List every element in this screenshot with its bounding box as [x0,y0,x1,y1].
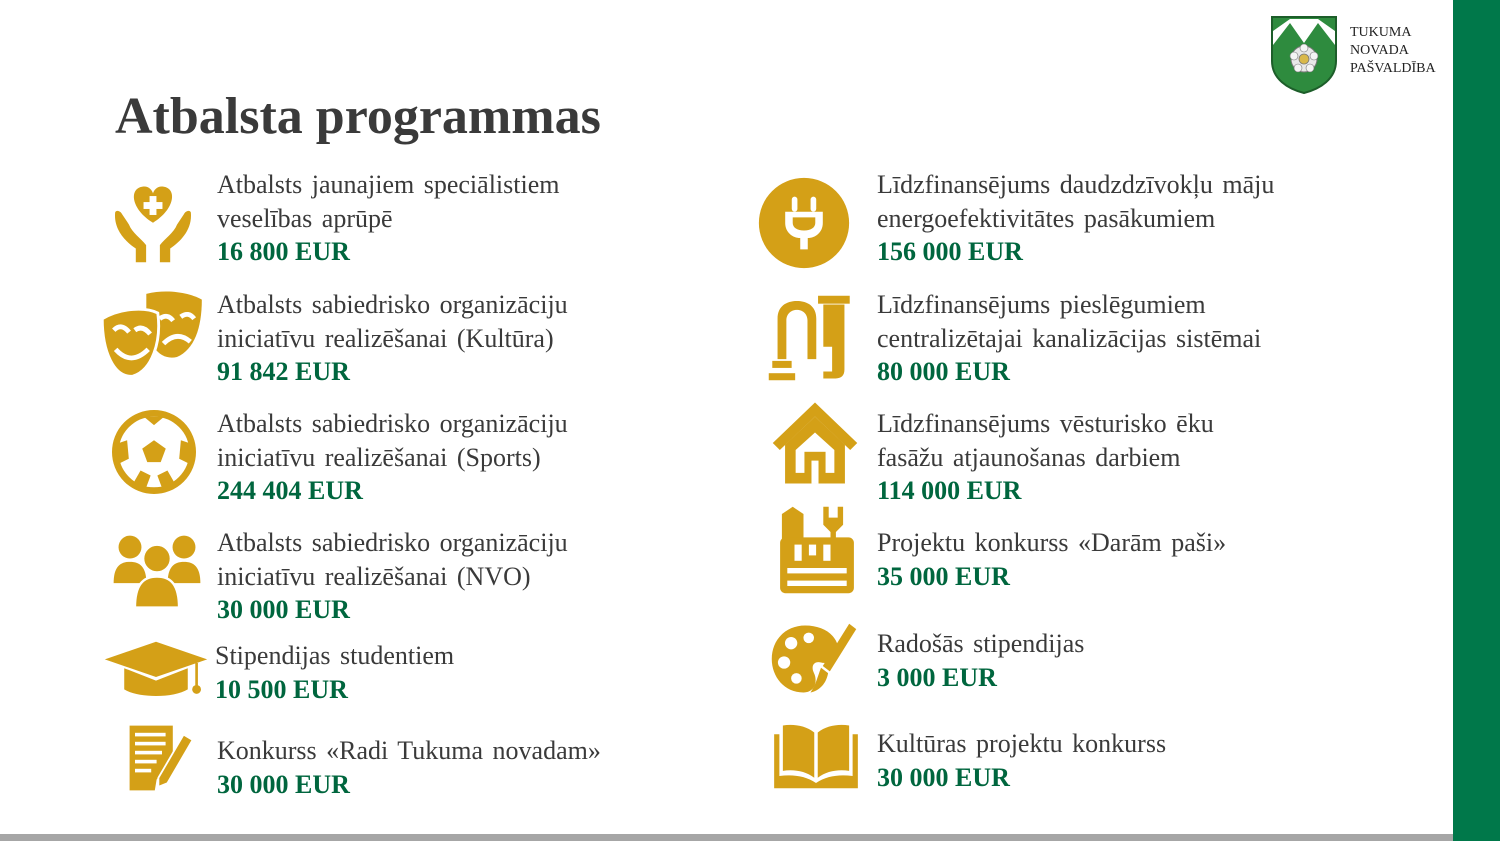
program-text [877,407,1214,508]
program-label: iniciatīvu realizēšanai (Sports) [217,442,541,472]
program-label: fasāžu atjaunošanas darbiem [877,442,1181,472]
program-label: Projektu konkurss «Darām paši» [877,528,1227,557]
palette-icon [770,622,858,696]
open-book-icon [772,722,860,790]
program-amount: 30 000 EUR [217,769,350,799]
bottom-divider [0,834,1453,841]
program-label: Atbalsts jaunajiem speciālistiem [217,170,560,199]
program-text [217,288,568,389]
program-label: Stipendijas studentiem [215,641,455,670]
side-accent-bar [1453,0,1500,841]
program-amount: 3 000 EUR [877,662,997,692]
program-label: Radošās stipendijas [877,629,1085,658]
power-plug-icon [757,176,851,270]
program-amount: 91 842 EUR [217,357,350,386]
program-amount: 30 000 EUR [877,762,1010,792]
people-group-icon [112,532,202,608]
program-label: Līdzfinansējums vēsturisko ēku [877,409,1214,438]
logo-text [1350,24,1436,78]
program-label: iniciatīvu realizēšanai (Kultūra) [217,323,554,353]
coat-of-arms-icon [1270,15,1338,95]
logo-line: TUKUMA [1350,25,1412,40]
soccer-ball-icon [112,410,196,494]
program-label: Atbalsts sabiedrisko organizāciju [217,528,568,557]
program-text [217,526,568,627]
program-text [877,526,1226,593]
logo-line: PAŠVALDĪBA [1350,61,1436,76]
program-label: Līdzfinansējums pieslēgumiem [877,290,1206,319]
logo-line: NOVADA [1350,43,1409,58]
program-amount: 156 000 EUR [877,237,1023,266]
program-label: veselības aprūpē [217,203,393,233]
tools-icon [778,505,856,595]
program-text [877,168,1274,269]
program-label: Konkurss «Radi Tukuma novadam» [217,736,601,765]
document-pen-icon [126,722,198,794]
page-title: Atbalsta programmas [115,88,601,145]
theater-masks-icon [100,290,206,380]
program-label: centralizētajai kanalizācijas sistēmai [877,323,1262,353]
program-text [217,734,601,801]
program-label: Kultūras projektu konkurss [877,729,1167,758]
hands-heart-icon [110,178,196,264]
program-amount: 30 000 EUR [217,595,350,624]
program-label: energoefektivitātes pasākumiem [877,203,1216,233]
program-text [877,288,1261,389]
program-amount: 35 000 EUR [877,561,1010,591]
program-amount: 80 000 EUR [877,357,1010,386]
pipes-icon [766,294,856,382]
program-label: Atbalsts sabiedrisko organizāciju [217,290,568,319]
program-text [877,727,1166,794]
program-label: Līdzfinansējums daudzdzīvokļu māju [877,170,1275,199]
program-amount: 16 800 EUR [217,237,350,266]
program-text [217,168,559,269]
house-icon [771,398,859,488]
program-amount: 10 500 EUR [215,674,348,704]
program-amount: 114 000 EUR [877,476,1022,505]
municipality-logo [1270,15,1450,97]
graduation-cap-icon [103,640,209,700]
program-text [215,639,454,706]
program-text [877,627,1084,694]
program-label: iniciatīvu realizēšanai (NVO) [217,561,531,591]
program-text [217,407,568,508]
program-label: Atbalsts sabiedrisko organizāciju [217,409,568,438]
program-amount: 244 404 EUR [217,476,363,505]
